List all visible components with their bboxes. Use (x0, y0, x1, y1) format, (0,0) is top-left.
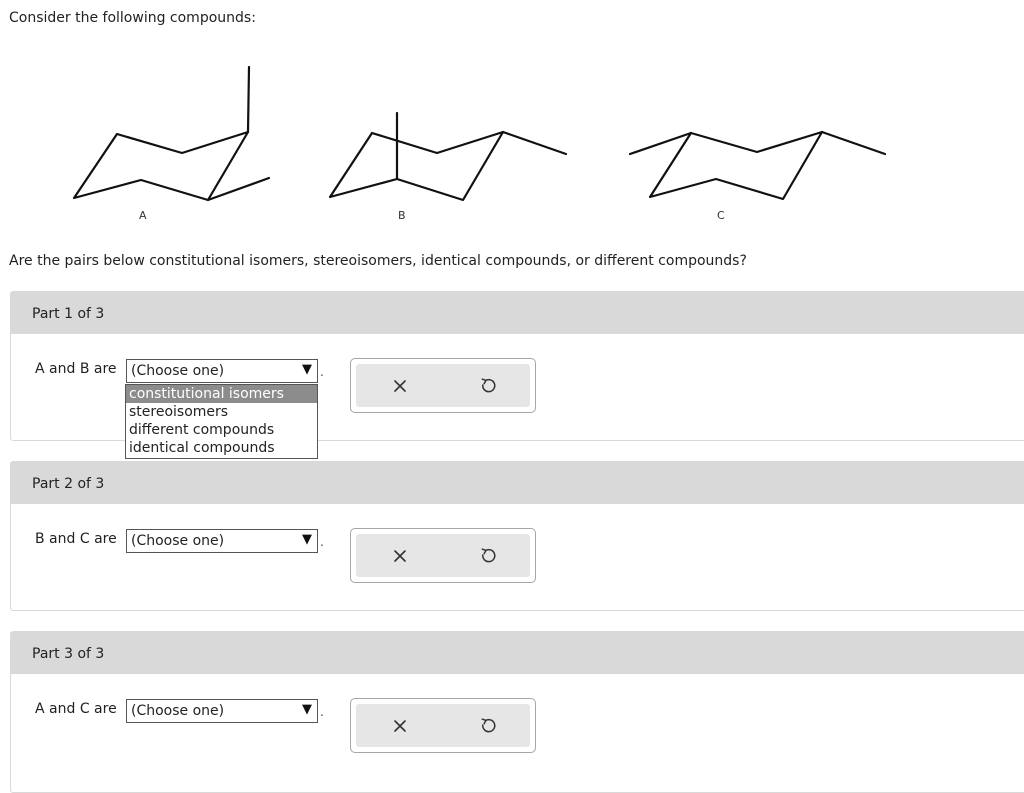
part-2-select[interactable] (126, 529, 318, 553)
molecule-c-right-methyl (822, 132, 885, 154)
molecule-b-ring (330, 132, 503, 200)
part-3-action-box (350, 698, 536, 753)
part-1-action-box (350, 358, 536, 413)
molecule-c-left-methyl (630, 133, 691, 154)
part-1-clear-button[interactable] (382, 368, 418, 404)
x-icon (390, 376, 410, 396)
part-2-clear-button[interactable] (382, 538, 418, 574)
part-2-select-value: (Choose one) (131, 533, 225, 549)
part-1-select-period: . (320, 365, 324, 379)
chevron-down-icon: ▼ (302, 362, 312, 377)
part-3-select-period: . (320, 705, 324, 719)
molecule-label-c: C (717, 209, 725, 222)
part-1-action-bar (356, 364, 530, 407)
undo-icon (478, 376, 498, 396)
part-2-title: Part 2 of 3 (32, 476, 105, 492)
x-icon (390, 546, 410, 566)
molecule-a-axial-methyl (248, 67, 249, 132)
part-1-dropdown-list (125, 384, 318, 459)
part-2-action-box (350, 528, 536, 583)
molecule-c-ring (650, 132, 822, 199)
part-3-title: Part 3 of 3 (32, 646, 105, 662)
dropdown-option-identical-compounds[interactable]: identical compounds (129, 440, 275, 456)
part-2-prompt: B and C are (35, 531, 117, 547)
undo-icon (478, 546, 498, 566)
chevron-down-icon: ▼ (302, 532, 312, 547)
question-text: Are the pairs below constitutional isomers, stereoisomers, identical compounds, or different compounds? (9, 253, 747, 269)
part-3-clear-button[interactable] (382, 708, 418, 744)
molecule-structures (0, 55, 1024, 215)
x-icon (390, 716, 410, 736)
part-2-header (11, 462, 1024, 504)
part-3-select-value: (Choose one) (131, 703, 225, 719)
intro-text: Consider the following compounds: (9, 10, 256, 26)
part-1-reset-button[interactable] (470, 368, 506, 404)
part-2-select-period: . (320, 535, 324, 549)
molecule-b-equatorial-methyl (503, 132, 566, 154)
part-1-title: Part 1 of 3 (32, 306, 105, 322)
dropdown-option-stereoisomers[interactable]: stereoisomers (129, 404, 229, 420)
dropdown-option-different-compounds[interactable]: different compounds (129, 422, 275, 438)
molecule-a-ring (74, 132, 248, 200)
part-3-action-bar (356, 704, 530, 747)
dropdown-option-constitutional-isomers[interactable]: constitutional isomers (126, 385, 317, 403)
part-1-prompt: A and B are (35, 361, 117, 377)
part-3-panel (10, 631, 1024, 793)
part-1-select[interactable] (126, 359, 318, 383)
part-3-header (11, 632, 1024, 674)
part-2-action-bar (356, 534, 530, 577)
part-3-prompt: A and C are (35, 701, 117, 717)
molecule-a-equatorial-methyl (208, 178, 269, 200)
undo-icon (478, 716, 498, 736)
molecule-label-b: B (398, 209, 406, 222)
part-1-header (11, 292, 1024, 334)
part-2-panel (10, 461, 1024, 611)
part-3-select[interactable] (126, 699, 318, 723)
part-1-select-value: (Choose one) (131, 363, 225, 379)
part-3-reset-button[interactable] (470, 708, 506, 744)
molecule-label-a: A (139, 209, 147, 222)
part-2-reset-button[interactable] (470, 538, 506, 574)
chevron-down-icon: ▼ (302, 702, 312, 717)
